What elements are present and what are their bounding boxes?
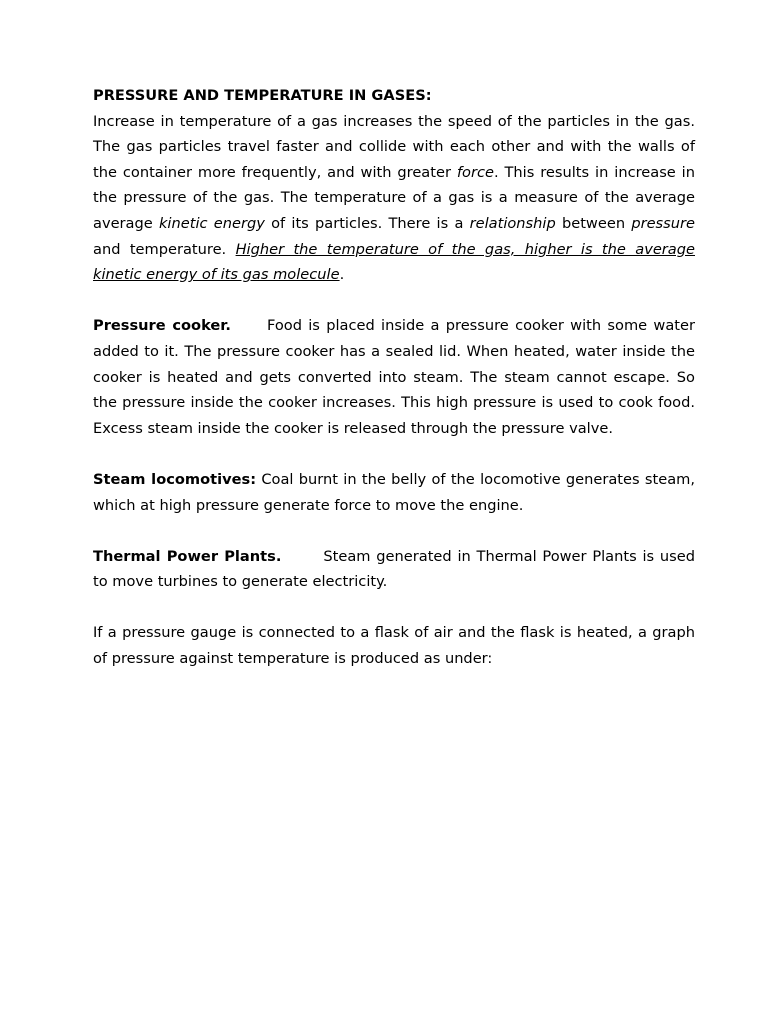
pressure-cooker-paragraph <box>93 313 695 441</box>
pressure-term: pressure <box>631 214 695 232</box>
document-body <box>93 83 695 672</box>
intro-text-5: and temperature. <box>93 240 236 258</box>
steam-locomotives-title: Steam locomotives: <box>93 470 257 488</box>
pressure-gauge-paragraph <box>93 620 695 671</box>
intro-text-1: Increase in temperature of a gas increases the speed of the particles in the gas. The gas particles travel faster and collide with each other and with the walls of the container more frequently, and with greater <box>93 112 695 181</box>
kinetic-energy-term: kinetic energy <box>158 214 265 232</box>
force-term: force <box>456 163 494 181</box>
pressure-cooker-text: Food is placed inside a pressure cooker with some water added to it. The pressure cooker has a sealed lid. When heated, water inside the cooker is heated and gets converted into steam. The steam cannot escape. So the pressure inside the cooker increases. This high pressure is used to cook food. Excess steam inside the cooker is released through the pressure valve. <box>93 317 696 437</box>
thermal-power-plants-title: Thermal Power Plants. <box>93 547 282 565</box>
pressure-cooker-title: Pressure cooker. <box>93 317 231 335</box>
thermal-power-plants-paragraph <box>93 544 695 595</box>
thermal-power-plants-text: Steam generated in Thermal Power Plants is used to move turbines to generate electricity. <box>93 547 695 591</box>
intro-text-3: of its particles. There is a <box>264 214 470 232</box>
steam-locomotives-text: Coal burnt in the belly of the locomotive generates steam, which at high pressure generate force to move the engine. <box>93 470 695 514</box>
relationship-term: relationship <box>469 214 556 232</box>
pressure-gauge-text: If a pressure gauge is connected to a flask of air and the flask is heated, a graph of pressure against temperature is produced as under: <box>93 624 695 668</box>
intro-text-6: . <box>339 266 345 284</box>
steam-locomotives-paragraph <box>93 467 695 518</box>
underlined-statement: Higher the temperature of the gas, higher is the average kinetic energy of its gas molecule <box>93 240 695 284</box>
intro-text-2: . This results in increase in the pressure of the gas. The temperature of a gas is a measure of the average average <box>93 163 695 232</box>
intro-text-4: between <box>555 214 632 232</box>
intro-paragraph <box>93 109 695 288</box>
section-heading: PRESSURE AND TEMPERATURE IN GASES: <box>93 87 432 104</box>
